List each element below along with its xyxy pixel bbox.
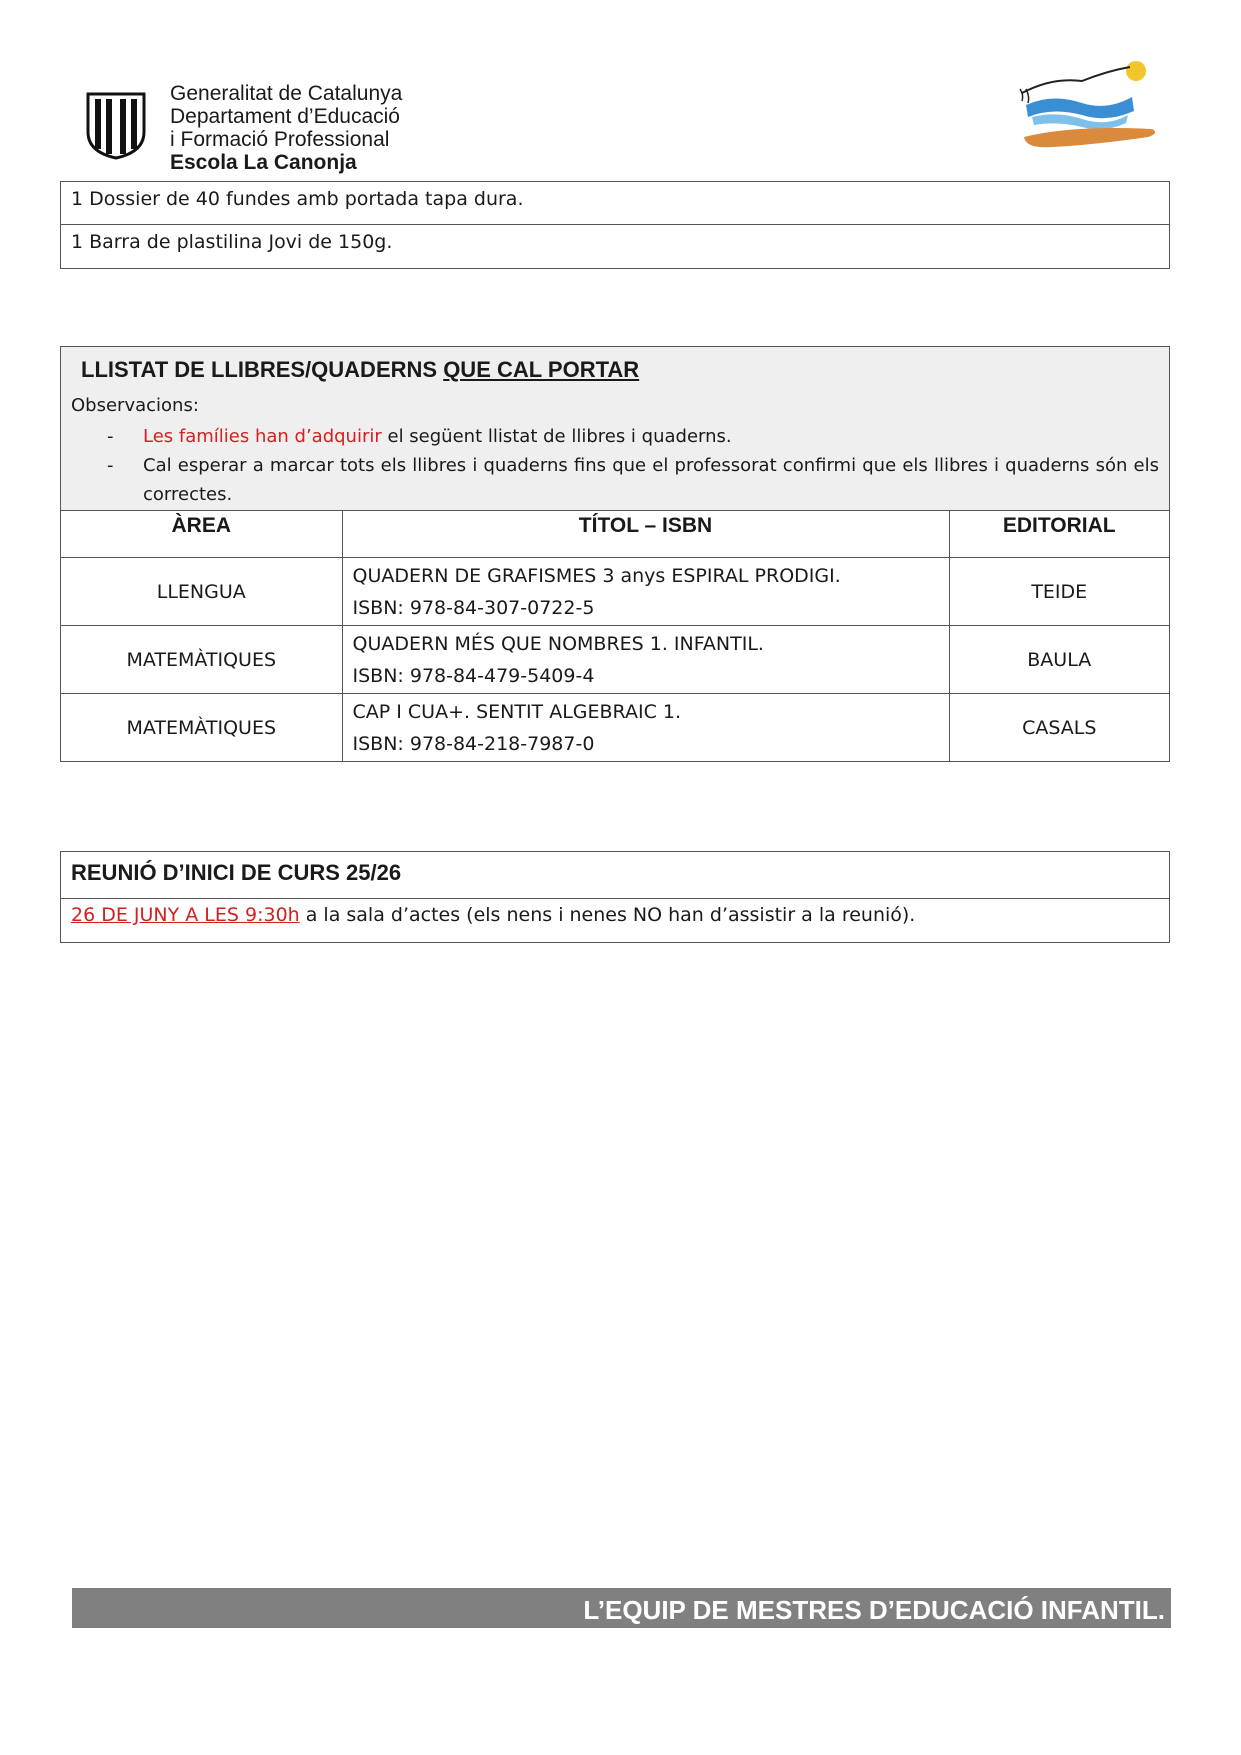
observation-highlight: Les famílies han d’adquirir	[143, 426, 382, 447]
meeting-title: REUNIÓ D’INICI DE CURS 25/26	[61, 852, 1169, 899]
book-isbn: ISBN: 978-84-479-5409-4	[352, 664, 595, 687]
book-title: QUADERN DE GRAFISMES 3 anys ESPIRAL PRODIGI.	[352, 564, 841, 587]
books-table	[61, 511, 1169, 761]
org-line-3: i Formació Professional	[170, 128, 390, 151]
book-title: CAP I CUA+. SENTIT ALGEBRAIC 1.	[352, 700, 682, 723]
observations-label: Observacions:	[71, 395, 199, 416]
observations-list	[71, 422, 1159, 509]
books-title-underlined: QUE CAL PORTAR	[443, 357, 640, 382]
book-isbn: ISBN: 978-84-218-7987-0	[352, 732, 595, 755]
generalitat-logo-icon	[86, 90, 146, 160]
column-header-title: TÍTOL – ISBN	[342, 511, 949, 558]
org-line-2: Departament d’Educació	[170, 105, 400, 128]
observation-item	[71, 422, 1159, 451]
observation-text: el següent llistat de llibres i quaderns.	[381, 426, 732, 447]
book-isbn: ISBN: 978-84-307-0722-5	[352, 596, 595, 619]
table-row	[61, 558, 1169, 626]
school-logo-icon	[1012, 55, 1162, 155]
material-item: 1 Dossier de 40 fundes amb portada tapa dura.	[61, 182, 1169, 225]
book-area: LLENGUA	[61, 558, 342, 626]
materials-table	[60, 181, 1170, 269]
book-title-cell	[342, 626, 949, 694]
books-section	[60, 346, 1170, 762]
meeting-date: 26 DE JUNY A LES 9:30h	[71, 904, 300, 926]
meeting-details	[61, 899, 1169, 942]
books-header	[61, 347, 1169, 511]
books-title-main: LLISTAT DE LLIBRES/QUADERNS	[81, 357, 444, 382]
meeting-section	[60, 851, 1170, 943]
book-editorial: CASALS	[949, 694, 1169, 762]
observation-item: - Cal esperar a marcar tots els llibres i quaderns fins que el professorat confirmi que els llibres i quaderns són els correctes.	[71, 451, 1159, 509]
column-header-area: ÀREA	[61, 511, 342, 558]
school-name: Escola La Canonja	[170, 151, 357, 174]
meeting-location: a la sala d’actes (els nens i nenes NO han d’assistir a la reunió).	[299, 904, 916, 926]
book-area: MATEMÀTIQUES	[61, 694, 342, 762]
material-item: 1 Barra de plastilina Jovi de 150g.	[71, 231, 393, 253]
org-line-1: Generalitat de Catalunya	[170, 82, 403, 105]
table-row	[61, 626, 1169, 694]
table-row	[61, 694, 1169, 762]
book-title-cell	[342, 694, 949, 762]
books-title	[81, 357, 1159, 383]
organization-name	[170, 82, 402, 174]
books-table-header	[61, 511, 1169, 558]
book-area: MATEMÀTIQUES	[61, 626, 342, 694]
book-editorial: BAULA	[949, 626, 1169, 694]
book-editorial: TEIDE	[949, 558, 1169, 626]
column-header-editorial: EDITORIAL	[949, 511, 1169, 558]
book-title-cell	[342, 558, 949, 626]
footer-signature: L’EQUIP DE MESTRES D’EDUCACIÓ INFANTIL.	[72, 1588, 1171, 1628]
book-title: QUADERN MÉS QUE NOMBRES 1. INFANTIL.	[352, 632, 764, 655]
